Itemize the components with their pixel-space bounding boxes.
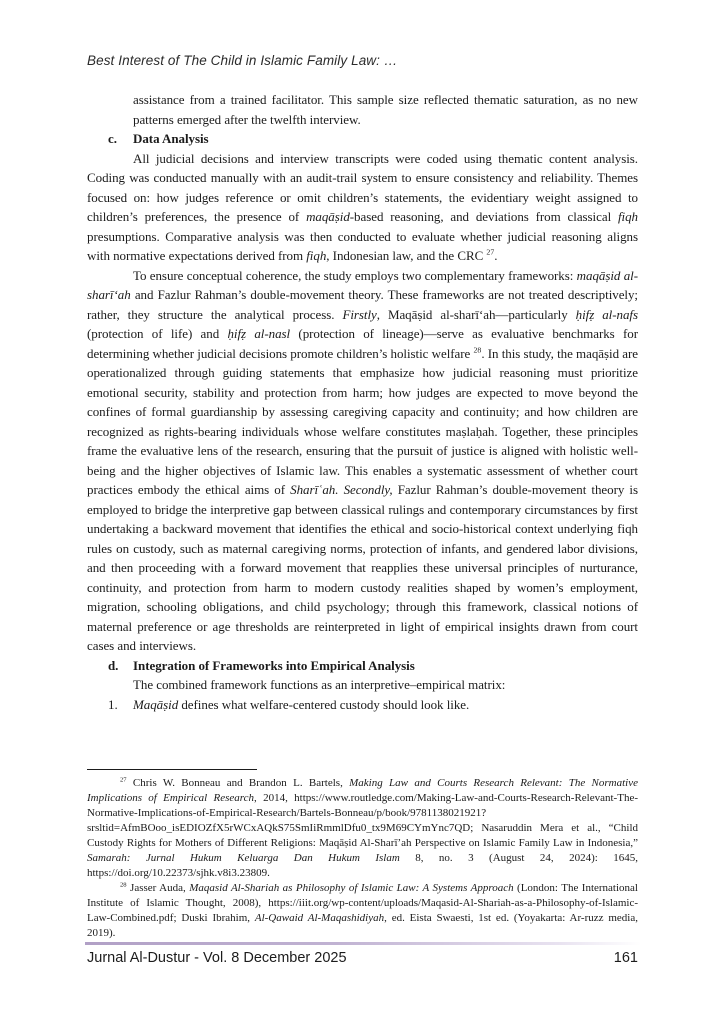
running-head: Best Interest of The Child in Islamic Family Law: … [87, 53, 398, 68]
paragraph-data-analysis: All judicial decisions and interview transcripts were coded using thematic content analysis. Coding was conducted manually with an audit-trail system to ensure consistency and reliability. Themes focused on: how judges reference or omit children’s statements, the evidentiary weight assigned to children’s preferences, the presence of maqāṣid-based reasoning, and deviations from classical fiqh presumptions. Comparative analysis was then conducted to evaluate whether judicial reasoning aligns with normative expectations derived from fiqh, Indonesian law, and the CRC $^{27}$. [87, 150, 639, 263]
page-footer [87, 950, 638, 966]
footnote-28: $^{28}$ Jasser Auda, Maqasid Al-Shariah as Philosophy of Islamic Law: A Systems Approach (London: The International Institute of Islamic Thought, 2008), https://iiit.org/wp-content/uploads/Maqasid-Al-Shariah-as-a-Philosophy-of-Islamic-Law-Combined.pdf; Duski Ibrahim, Al-Qawaid Al-Maqashidiyah, ed. Eista Swaesti, 1st ed. (Yoyakarta: Ar-ruzz media, 2019). [87, 881, 638, 939]
footnote-block [87, 769, 638, 941]
section-heading-d [87, 656, 638, 676]
list-number: 1. [108, 696, 118, 712]
footer-journal-title: Jurnal Al-Dustur - Vol. 8 December 2025 [87, 950, 347, 966]
footnote-separator [87, 769, 257, 770]
footer-rule [85, 942, 641, 945]
body-content [87, 90, 638, 714]
section-marker: d. [108, 657, 119, 673]
paragraph-continuation: assistance from a trained facilitator. This sample size reflected thematic saturation, as no new patterns emerged after the twelfth interview. [133, 92, 638, 127]
section-marker: c. [108, 131, 117, 146]
footer-page-number: 161 [613, 950, 638, 966]
numbered-list-item [87, 695, 638, 715]
section-heading-c [87, 129, 638, 149]
list-item-text: Maqāṣid defines what welfare-centered custody should look like. [133, 696, 470, 712]
paragraph-frameworks: To ensure conceptual coherence, the study employs two complementary frameworks: maqāṣid al-sharī‘ah and Fazlur Rahman’s double-movement theory. These frameworks are not treated descriptively; rather, they structure the analytical process. Firstly, Maqāṣid al-sharī‘ah—particularly ḥifẓ al-nafs (protection of life) and ḥifẓ al-nasl (protection of lineage)—serve as evaluative benchmarks for determining whether judicial decisions promote children’s holistic welfare $^{28}$. In this study, the maqāṣid are operationalized through guiding statements that emphasize how judicial reasoning must prioritize emotional security, stability and protection from harm; how judges are expected to move beyond the confines of formal guardianship by assessing caregiving capacity and continuity; and how children are recognized as rights-bearing individuals whose welfare constitutes maṣlaḥah. Together, these principles frame the evaluative lens of the research, ensuring that the pursuit of justice is aligned with holistic well-being and the higher objectives of Islamic law. This enables a systematic assessment of whether court practices embody the ethical aims of Sharīʿah. Secondly, Fazlur Rahman’s double-movement theory is employed to bridge the interpretive gap between classical rulings and contemporary circumstances by first undertaking a backward movement that identifies the ethical and socio-historical context underlying fiqh rules on custody, such as maternal caregiving norms, protection of infants, and gendered labor divisions, and then proceeding with a forward movement that reapplies these universal principles of nurturance, continuity, and protection from harm to modern custody realities shaped by women’s employment, migration, schooling obligations, and child psychology; through this framework, classical notions of maternal preference or age thresholds are reinterpreted in light of empirical insights drawn from court cases and interviews. [87, 267, 639, 653]
section-title: Integration of Frameworks into Empirical Analysis [133, 657, 415, 673]
paragraph-matrix-intro: The combined framework functions as an interpretive–empirical matrix: [133, 677, 506, 692]
section-title: Data Analysis [133, 131, 209, 146]
footnote-27: $^{27}$ Chris W. Bonneau and Brandon L. Bartels, Making Law and Courts Research Relevant: The Normative Implications of Empirical Research, 2014, https://www.routledge.com/Making-Law-and-Courts-Research-Relevant-The-Normative-Implications-of-Empirical-Research/Bartels-Bonneau/p/book/9781138021921?srsltid=AfmBOoo_isEDIOZfX5rWCxAQkS75SmIiRmmlDfu0_tx9M69CYmYnc7QD; Nasaruddin Mera et al., “Child Custody Rights for Mothers of Different Religions: Maqāṣid Al-Sharī’ah Perspective on Islamic Family Law in Indonesia,” Samarah: Jurnal Hukum Keluarga Dan Hukum Islam 8, no. 3 (August 24, 2024): 1645, https://doi.org/10.22373/sjhk.v8i3.23809. [87, 776, 638, 879]
